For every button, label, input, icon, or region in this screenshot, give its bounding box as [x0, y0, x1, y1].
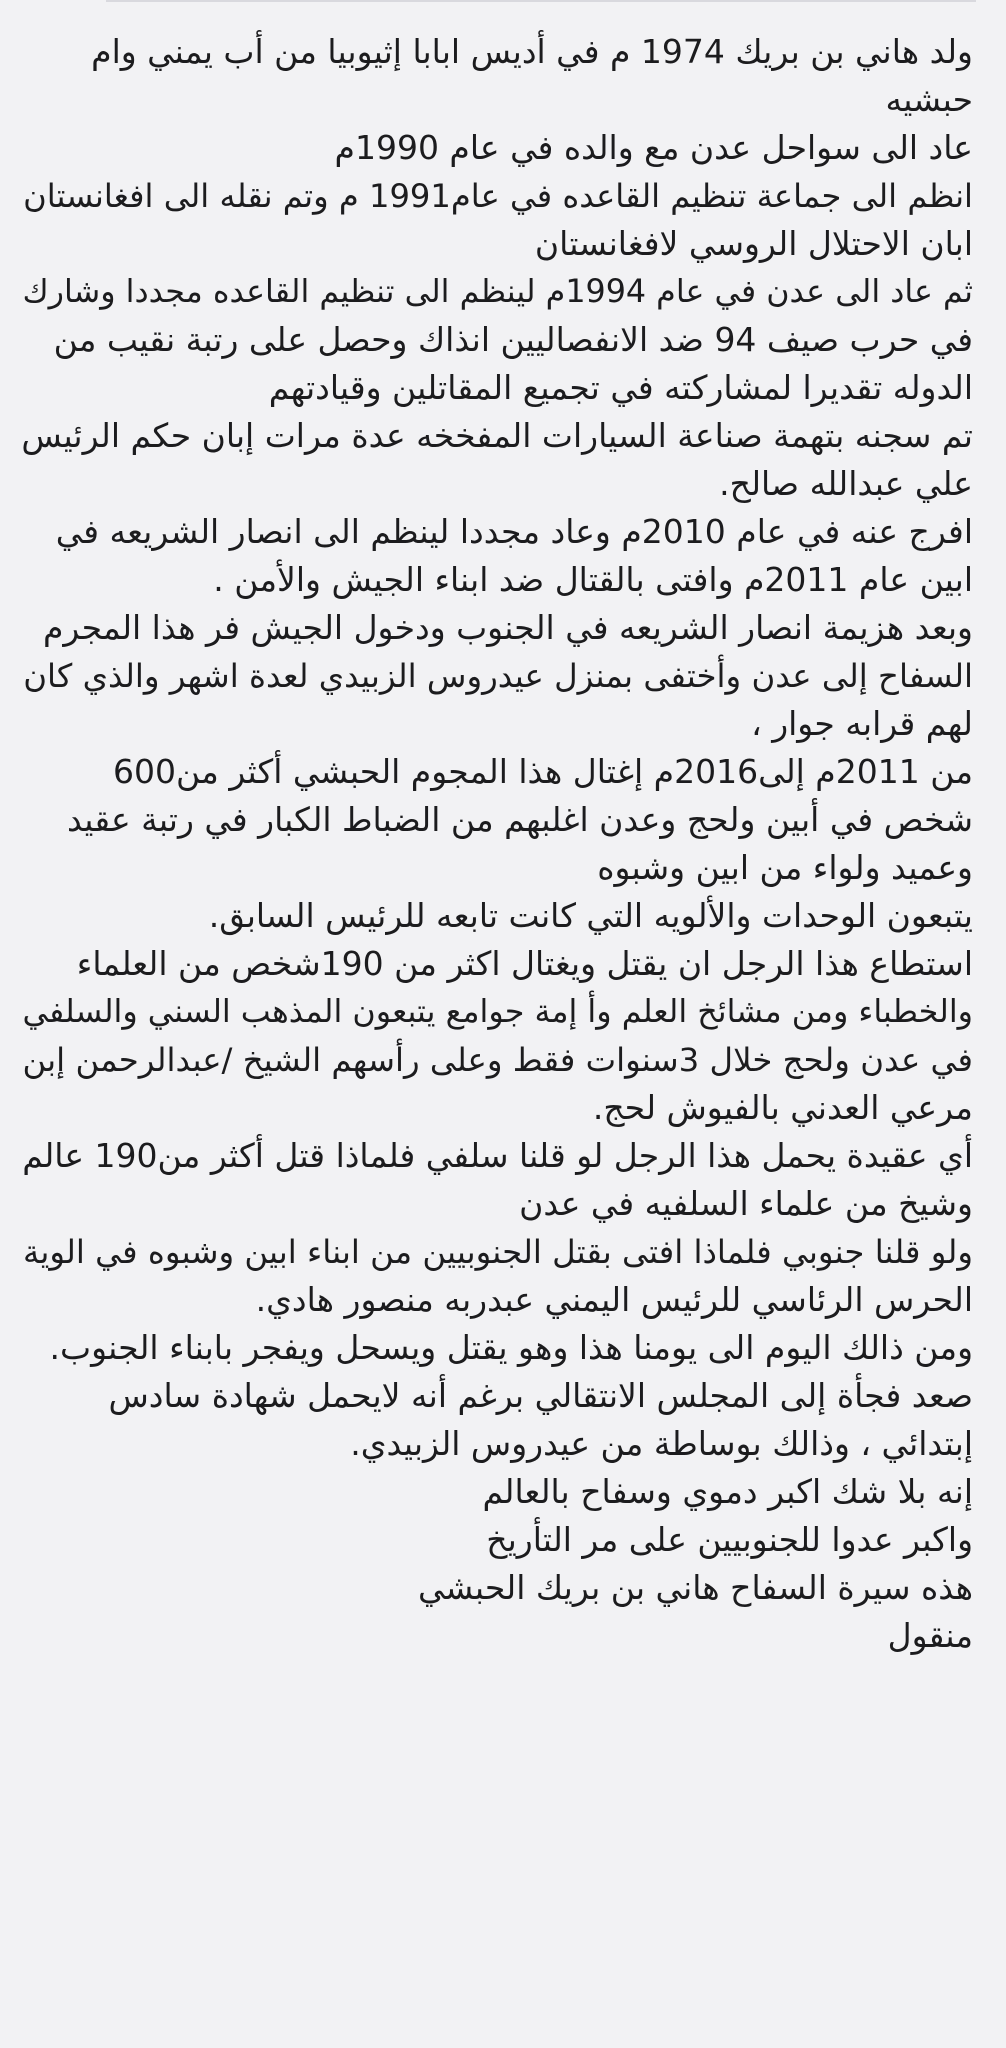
post-text-line: حبشيه [885, 80, 973, 119]
post-text-line: في حرب صيف 94 ضد الانفصاليين انذاك وحصل على رتبة نقيب من [53, 320, 973, 359]
post-text-line: افرج عنه في عام 2010م وعاد مجددا لينظم الى انصار الشريعه في [55, 512, 973, 551]
post-text-line: وبعد هزيمة انصار الشريعه في الجنوب ودخول الجيش فر هذا المجرم [42, 608, 973, 647]
post-text-line: السفاح إلى عدن وأختفى بمنزل عيدروس الزبيدي لعدة اشهر والذي كان [23, 657, 973, 695]
post-text-line: منقول [887, 1616, 973, 1655]
post-text-line: ابان الاحتلال الروسي لافغانستان [534, 224, 973, 263]
post-text-line: مرعي العدني بالفيوش لحج. [592, 1088, 973, 1127]
post-text-line: استطاع هذا الرجل ان يقتل ويغتال اكثر من 190شخص من العلماء [76, 944, 973, 983]
post-text-line: انظم الى جماعة تنظيم القاعده في عام1991 م وتم نقله الى افغانستان [23, 177, 973, 215]
post-text-line: ولد هاني بن بريك 1974 م في أديس ابابا إثيوبيا من أب يمني وام [91, 32, 973, 71]
post-text-line: علي عبدالله صالح. [719, 464, 973, 503]
post-body-text [13, 28, 973, 1660]
post-text-line: إنه بلا شك اكبر دموي وسفاح بالعالم [482, 1472, 973, 1511]
top-divider [106, 0, 976, 2]
post-text-line: ومن ذالك اليوم الى يومنا هذا وهو يقتل ويسحل ويفجر بابناء الجنوب. [49, 1328, 973, 1367]
post-text-line: إبتدائي ، وذالك بوساطة من عيدروس الزبيدي. [350, 1424, 973, 1463]
post-text-line: تم سجنه بتهمة صناعة السيارات المفخخه عدة مرات إبان حكم الرئيس [21, 416, 973, 455]
post-text-line: عاد الى سواحل عدن مع والده في عام 1990م [334, 128, 973, 167]
post-text-line: الدوله تقديرا لمشاركته في تجميع المقاتلين وقيادتهم [268, 368, 973, 407]
post-text-line: ثم عاد الى عدن في عام 1994م لينظم الى تنظيم القاعده مجددا وشارك [22, 274, 973, 310]
post-text-line: ولو قلنا جنوبي فلماذا افتى بقتل الجنوبيين من ابناء ابين وشبوه في الوية [22, 1233, 973, 1271]
post-text-line: يتبعون الوحدات والألويه التي كانت تابعه للرئيس السابق. [208, 896, 973, 935]
post-text-line: ابين عام 2011م وافتى بالقتال ضد ابناء الجيش والأمن . [213, 560, 973, 599]
post-text-line: شخص في أبين ولحج وعدن اغلبهم من الضباط الكبار في رتبة عقيد [66, 800, 973, 839]
post-text-line: صعد فجأة إلى المجلس الانتقالي برغم أنه لايحمل شهادة سادس [108, 1376, 973, 1415]
post-text-line: وشيخ من علماء السلفيه في عدن [519, 1184, 973, 1223]
post-text-line: لهم قرابه جوار ، [751, 704, 973, 743]
post-text-line: هذه سيرة السفاح هاني بن بريك الحبشي [417, 1568, 973, 1607]
post-text-line: في عدن ولحج خلال 3سنوات فقط وعلى رأسهم الشيخ /عبدالرحمن إبن [22, 1041, 973, 1079]
post-text-line: والخطباء ومن مشائخ العلم وأ إمة جوامع يتبعون المذهب السني والسلفي [22, 994, 973, 1030]
post-text-line: واكبر عدوا للجنوبيين على مر التأريخ [486, 1520, 973, 1559]
post-text-line: وعميد ولواء من ابين وشبوه [597, 848, 973, 887]
post-text-line: من 2011م إلى2016م إغتال هذا المجوم الحبشي أكثر من600 [113, 752, 973, 791]
post-text-line: أي عقيدة يحمل هذا الرجل لو قلنا سلفي فلماذا قتل أكثر من190 عالم [22, 1136, 973, 1175]
post-text-line: الحرس الرئاسي للرئيس اليمني عبدربه منصور هادي. [255, 1280, 973, 1319]
